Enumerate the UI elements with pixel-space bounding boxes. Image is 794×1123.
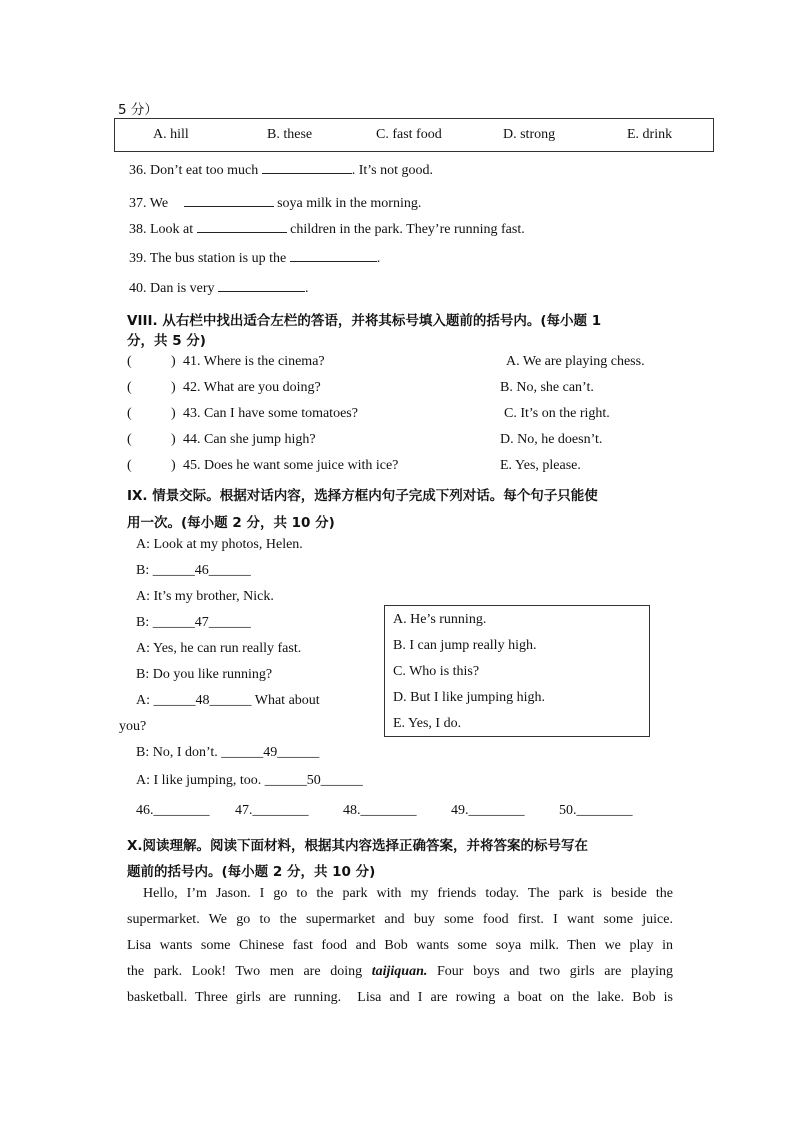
section-9-heading: IX. 情景交际。根据对话内容，选择方框内句子完成下列对话。每个句子只能使 bbox=[127, 488, 598, 504]
sentence-option-e: E. Yes, I do. bbox=[393, 716, 462, 731]
dialogue-line: B: ______47______ bbox=[136, 615, 251, 630]
passage-line: basketball. Three girls are running. Lisa and I are rowing a boat on the lake. Bob is bbox=[127, 990, 673, 1005]
option-d: D. strong bbox=[503, 127, 556, 142]
answer-slot-49[interactable]: 49.________ bbox=[451, 803, 525, 818]
section-9-heading-cont: 用一次。(每小题 2 分，共 10 分) bbox=[127, 515, 335, 531]
dialogue-line: B: No, I don’t. ______49______ bbox=[136, 745, 320, 760]
question-39: 39. The bus station is up the . bbox=[129, 251, 381, 266]
sentence-option-a: A. He’s running. bbox=[393, 612, 487, 627]
option-c: C. fast food bbox=[376, 127, 442, 142]
section-heading-fragment: 5 分） bbox=[118, 102, 158, 118]
passage-line: the park. Look! Two men are doing taijiquan. Four boys and two girls are playing bbox=[127, 964, 673, 979]
sentence-option-d: D. But I like jumping high. bbox=[393, 690, 546, 705]
option-e: E. drink bbox=[627, 127, 673, 142]
sentence-option-b: B. I can jump really high. bbox=[393, 638, 537, 653]
section-10-heading: X.阅读理解。阅读下面材料，根据其内容选择正确答案，并将答案的标号写在 bbox=[127, 838, 589, 854]
option-b: B. these bbox=[267, 127, 313, 142]
question-36: 36. Don’t eat too much . It’s not good. bbox=[129, 163, 434, 178]
passage-line: Lisa wants some Chinese fast food and Bob wants some soya milk. Then we play in bbox=[127, 938, 673, 953]
answer-blank-38[interactable] bbox=[197, 220, 287, 233]
answer-slot-50[interactable]: 50.________ bbox=[559, 803, 633, 818]
answer-slot-46[interactable]: 46.________ bbox=[136, 803, 210, 818]
answer-slot-48[interactable]: 48.________ bbox=[343, 803, 417, 818]
dialogue-line: A: ______48______ What about bbox=[136, 693, 320, 708]
sentence-option-c: C. Who is this? bbox=[393, 664, 480, 679]
answer-blank-37[interactable] bbox=[184, 194, 274, 207]
answer-blank-36[interactable] bbox=[262, 161, 352, 174]
dialogue-line: A: I like jumping, too. ______50______ bbox=[136, 773, 363, 788]
word-options-box bbox=[114, 118, 714, 152]
question-37: 37. We soya milk in the morning. bbox=[129, 196, 422, 211]
dialogue-line: A: Look at my photos, Helen. bbox=[136, 537, 303, 552]
dialogue-line: B: Do you like running? bbox=[136, 667, 273, 682]
dialogue-line: A: It’s my brother, Nick. bbox=[136, 589, 274, 604]
option-a: A. hill bbox=[153, 127, 189, 142]
question-40: 40. Dan is very . bbox=[129, 281, 309, 296]
passage-line: supermarket. We go to the supermarket and buy some food first. I want some juice. bbox=[127, 912, 673, 927]
answer-blank-40[interactable] bbox=[218, 279, 305, 292]
section-8-heading-cont: 分，共 5 分) bbox=[127, 333, 206, 349]
dialogue-line: you? bbox=[119, 719, 147, 734]
sentence-options-box bbox=[384, 605, 650, 737]
section-8-heading: VIII. 从右栏中找出适合左栏的答语，并将其标号填入题前的括号内。(每小题 1 bbox=[127, 313, 602, 329]
dialogue-line: A: Yes, he can run really fast. bbox=[136, 641, 302, 656]
dialogue-line: B: ______46______ bbox=[136, 563, 251, 578]
question-38: 38. Look at children in the park. They’re running fast. bbox=[129, 222, 525, 237]
answer-slot-47[interactable]: 47.________ bbox=[235, 803, 309, 818]
answer-blank-39[interactable] bbox=[290, 249, 377, 262]
italic-term: taijiquan. bbox=[371, 964, 428, 979]
section-10-heading-cont: 题前的括号内。(每小题 2 分，共 10 分) bbox=[127, 864, 376, 880]
passage-line: Hello, I’m Jason. I go to the park with my friends today. The park is beside the bbox=[143, 886, 673, 901]
